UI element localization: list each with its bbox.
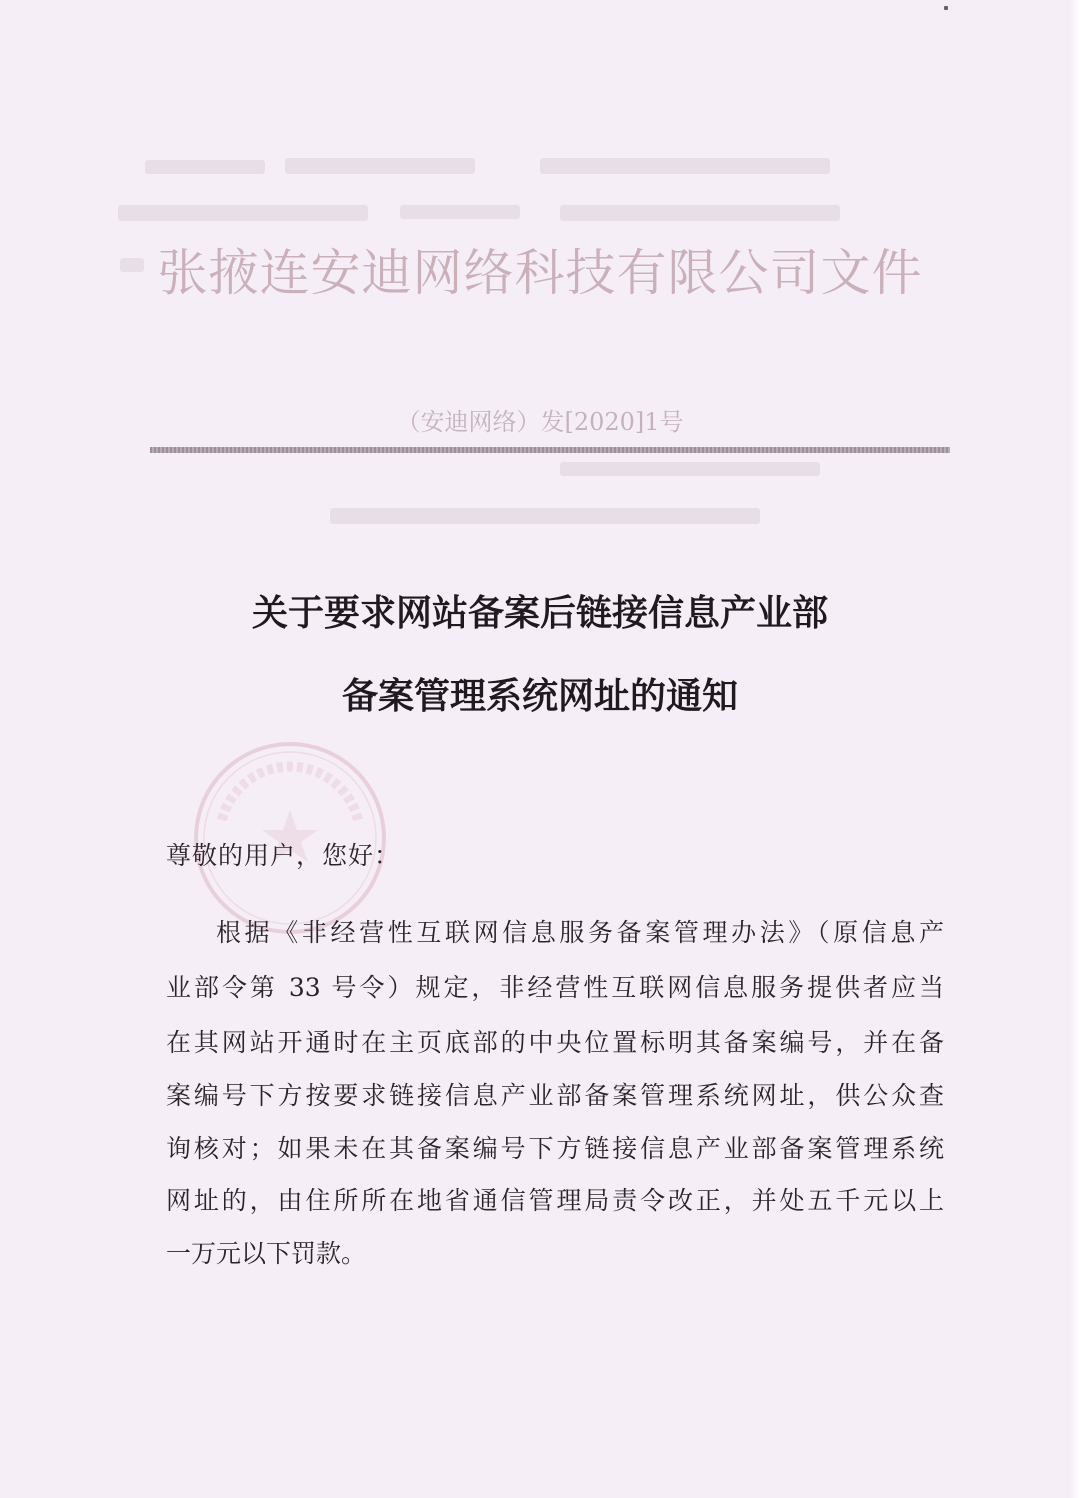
notice-title-line-1: 关于要求网站备案后链接信息产业部 <box>251 592 828 634</box>
body-line-7: 一万元以下罚款。 <box>166 1239 367 1268</box>
body-line-4: 案编号下方按要求链接信息产业部备案管理系统网址，供公众查 <box>166 1081 944 1110</box>
body-line-3: 在其网站开通时在主页底部的中央位置标明其备案编号，并在备 <box>166 1028 944 1057</box>
salutation: 尊敬的用户，您好： <box>166 841 401 870</box>
body-line-1: 根据《非经营性互联网信息服务备案管理办法》（原信息产 <box>216 918 944 947</box>
company-header: 张掖连安迪网络科技有限公司文件 <box>157 244 923 302</box>
body-line-6: 网址的，由住所所在地省通信管理局责令改正，并处五千元以上 <box>166 1186 944 1215</box>
body-line-5: 询核对；如果未在其备案编号下方链接信息产业部备案管理系统 <box>166 1134 944 1163</box>
scan-edge <box>1070 0 1080 1498</box>
document-number: （安迪网络）发[2020]1号 <box>396 408 684 436</box>
scan-speck <box>944 6 948 10</box>
header-divider <box>150 447 950 453</box>
body-line-2: 业部令第 33 号令）规定，非经营性互联网信息服务提供者应当 <box>166 973 944 1002</box>
notice-title-line-2: 备案管理系统网址的通知 <box>341 675 738 717</box>
